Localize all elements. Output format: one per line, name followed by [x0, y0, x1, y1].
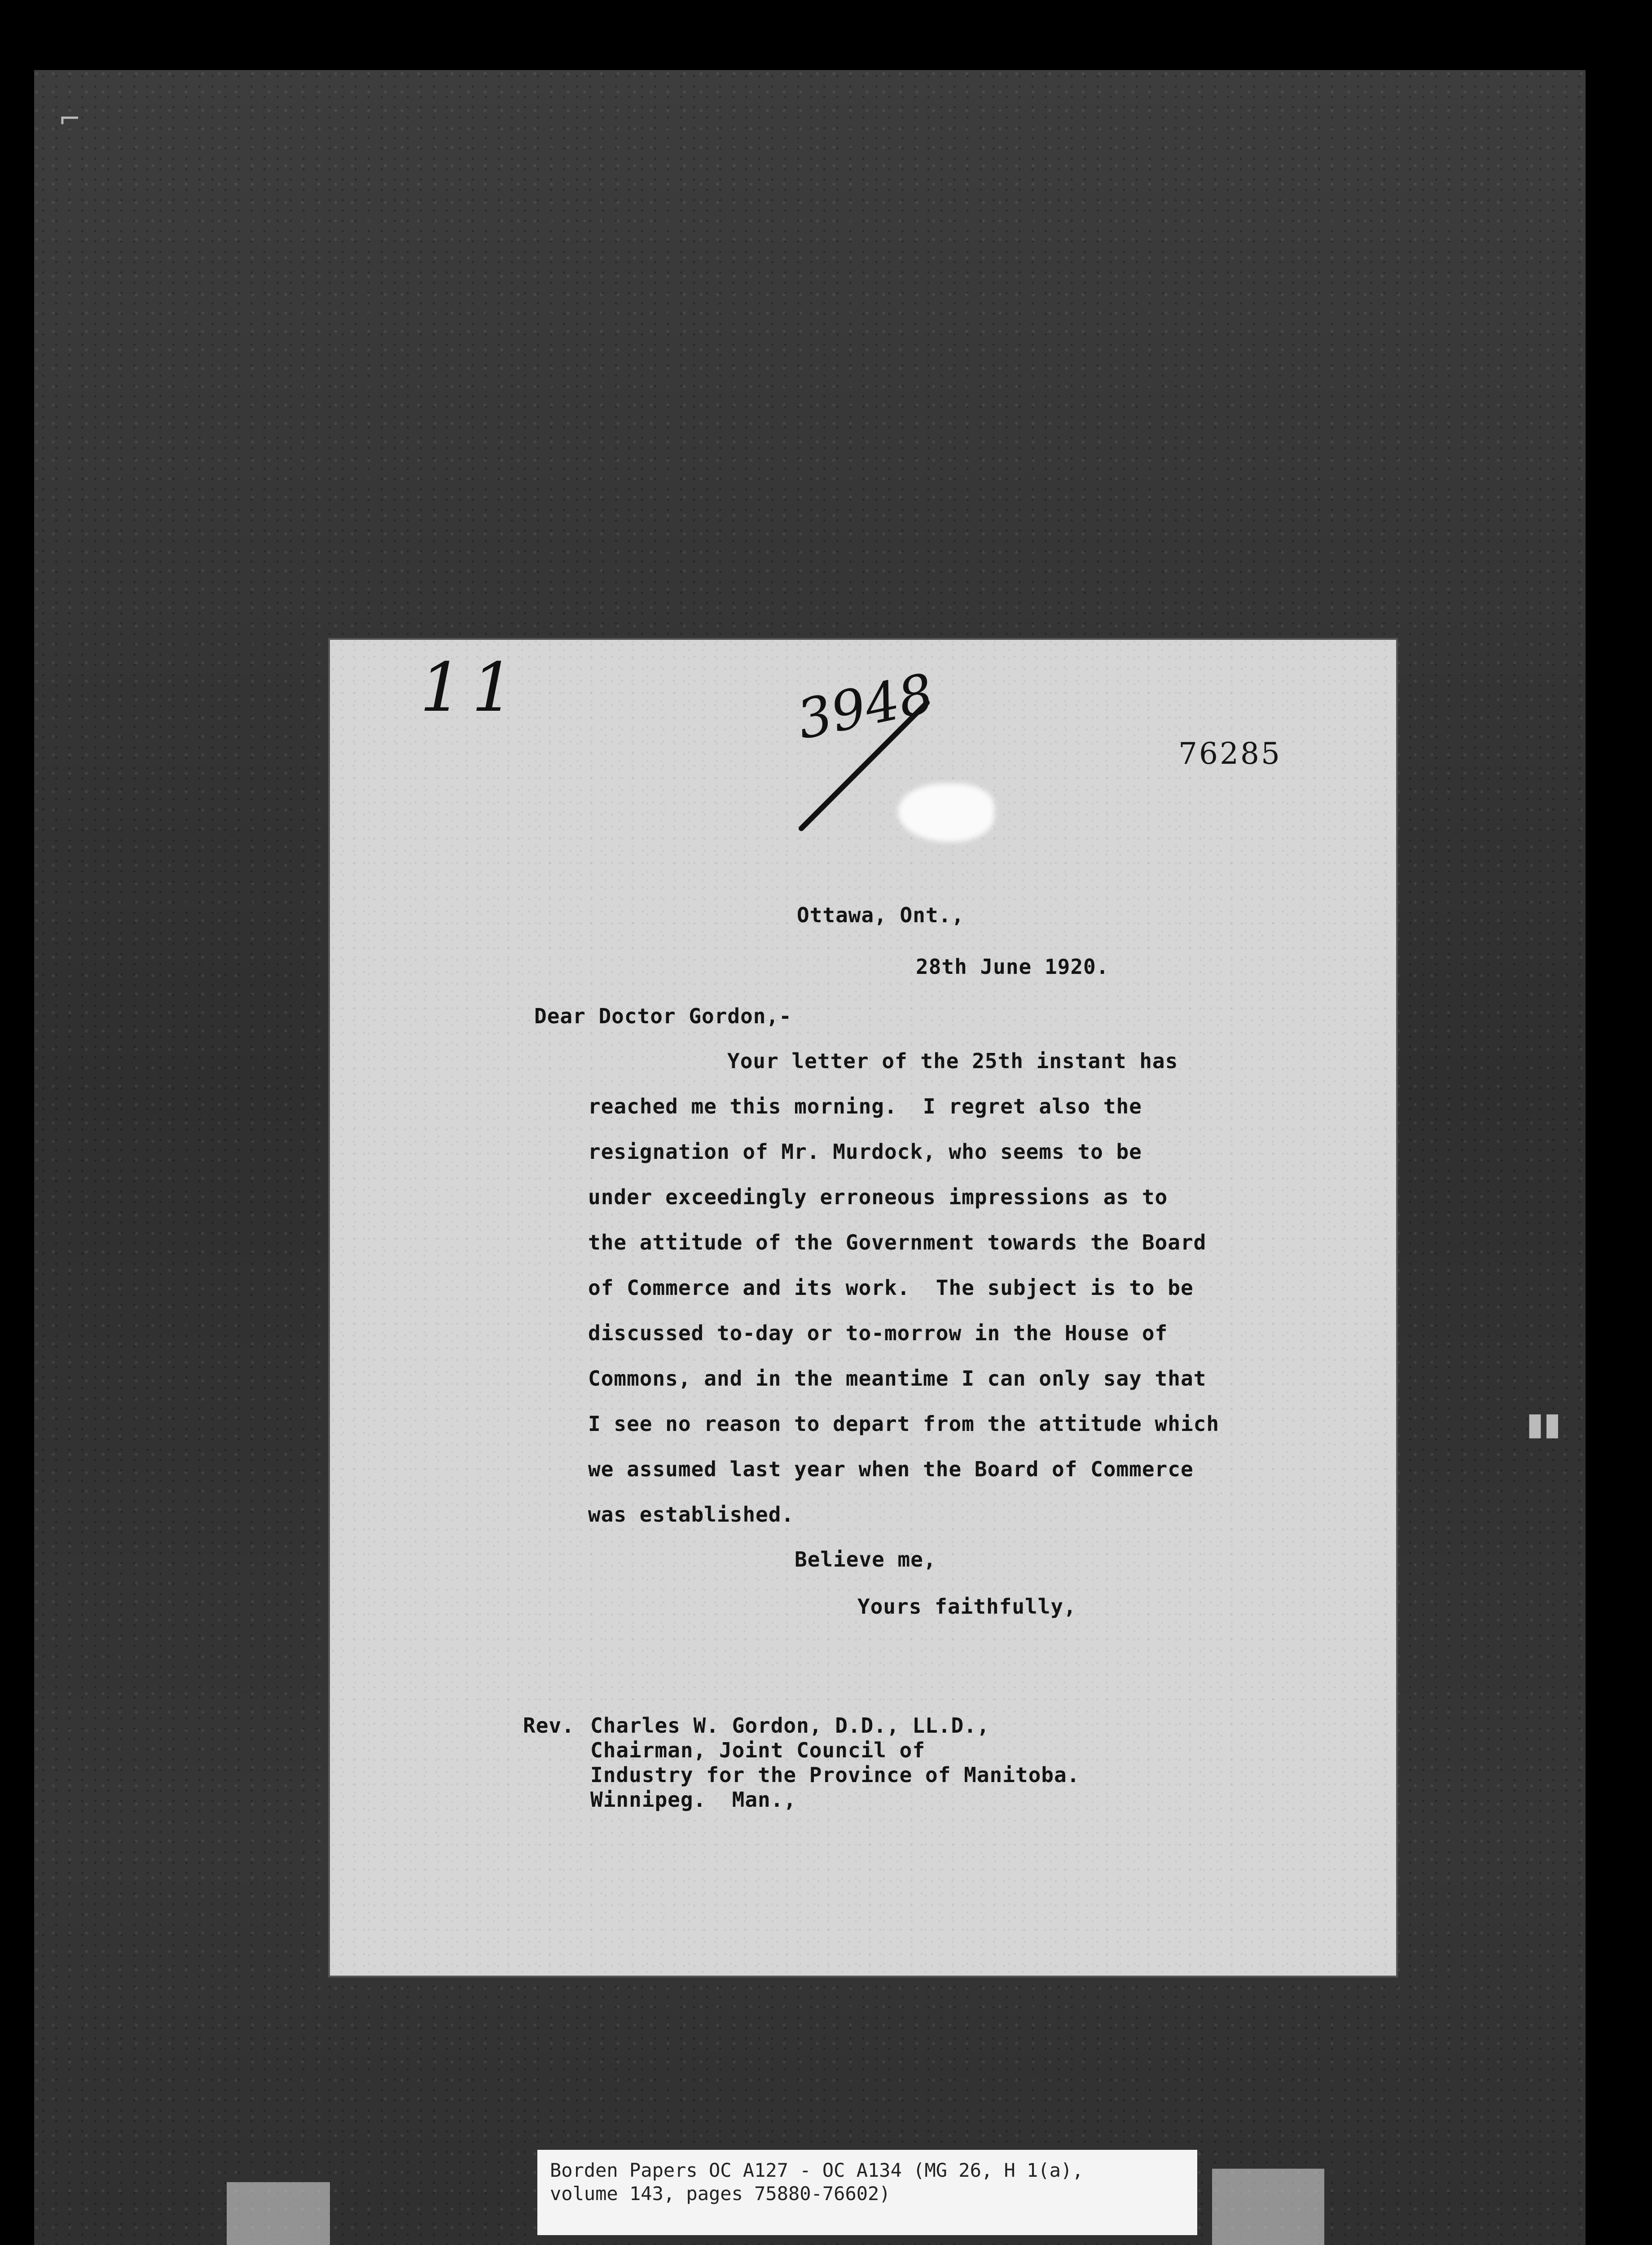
letter-body-line: was established.: [588, 1502, 795, 1527]
letter-body-line: reached me this morning. I regret also the: [588, 1094, 1142, 1118]
letter-body-line: the attitude of the Government towards the Board: [588, 1230, 1207, 1255]
letter-date: 28th June 1920.: [916, 955, 1109, 979]
citation-line: Borden Papers OC A127 - OC A134 (MG 26, H 1(a),: [550, 2159, 1084, 2181]
letter-body-line: I see no reason to depart from the attitude which: [588, 1412, 1220, 1436]
tape-strip-right: [1212, 2169, 1324, 2245]
page-number: 76285: [1178, 736, 1282, 771]
letter-body-line: of Commerce and its work. The subject is to be: [588, 1276, 1194, 1300]
letter-body-line: Your letter of the 25th instant has: [727, 1049, 1178, 1073]
citation-label: [537, 2150, 1197, 2235]
addressee-prefix: Rev.: [523, 1713, 575, 1738]
addressee-line: Charles W. Gordon, D.D., LL.D.,: [590, 1713, 990, 1738]
handwritten-file-number: 3948: [791, 662, 939, 752]
frame-corner-mark-top-left: ⌐: [58, 103, 81, 135]
addressee-line: Industry for the Province of Manitoba.: [590, 1763, 1080, 1787]
letter-page: [330, 640, 1396, 1976]
letter-body-line: under exceedingly erroneous impressions as to: [588, 1185, 1168, 1209]
letter-signoff: Yours faithfully,: [857, 1594, 1076, 1619]
letter-body-line: resignation of Mr. Murdock, who seems to be: [588, 1140, 1142, 1164]
letter-place: Ottawa, Ont.,: [797, 903, 965, 927]
letter-salutation: Dear Doctor Gordon,-: [534, 1004, 792, 1028]
letter-body-line: we assumed last year when the Board of Commerce: [588, 1457, 1194, 1481]
addressee-line: Chairman, Joint Council of: [590, 1738, 926, 1762]
letter-body-line: Commons, and in the meantime I can only say that: [588, 1366, 1207, 1391]
letter-body-line: discussed to-day or to-morrow in the House of: [588, 1321, 1168, 1345]
handwritten-mark: 11: [420, 649, 523, 727]
addressee-line: Winnipeg. Man.,: [590, 1787, 797, 1812]
frame-tick-marks-right: ▮▮: [1526, 1405, 1561, 1442]
letter-closing: Believe me,: [795, 1547, 936, 1572]
tape-strip-left: [227, 2182, 330, 2245]
citation-line: volume 143, pages 75880-76602): [550, 2183, 891, 2205]
